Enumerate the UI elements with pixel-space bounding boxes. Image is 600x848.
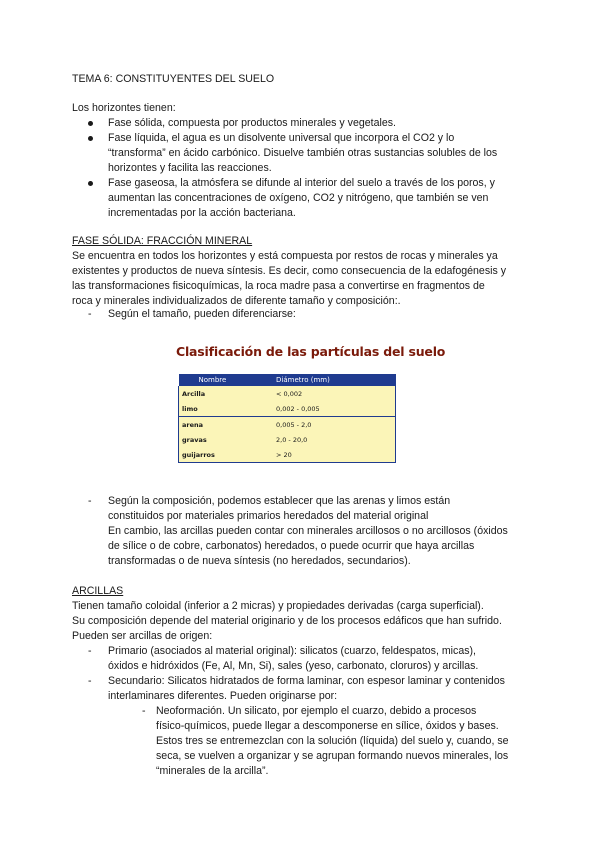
particle-table [178, 374, 396, 463]
dash-item-secundario: - Secundario: Silicatos hidratados de forma laminar, con espesor laminar y contenidos interlaminares diferentes. Pueden originarse por: [88, 675, 505, 702]
list-item: Fase sólida, compuesta por productos minerales y vegetales. [72, 116, 532, 131]
dash-item-tamano: - Según el tamaño, pueden diferenciarse: [88, 308, 296, 320]
bullet-icon [88, 121, 93, 126]
section2-paragraph: Tienen tamaño coloidal (inferior a 2 micras) y propiedades derivadas (carga superficial). Su composición depende del material originario y de los procesos edáficos que han sufrido. Pueden ser arcillas de origen: [72, 600, 502, 642]
list-item: Fase gaseosa, la atmósfera se difunde al interior del suelo a través de los poros, y aumentan las concentraciones de oxígeno, CO2 y nitrógeno, que también se ven incrementadas por la acción bacteriana. [72, 176, 532, 221]
sub-dash-item-neoformacion: - Neoformación. Un silicato, por ejemplo el cuarzo, debido a procesos físico-químicos, puede llegar a descomponerse en sílice, óxidos y bases. Estos tres se entremezclan con la solución (líquida) del suelo y, cuando, se seca, se vuelven a organizar y se agrupan formando nuevos minerales, los “minerales de la arcilla”. [142, 705, 509, 777]
section1-paragraph: Se encuentra en todos los horizontes y está compuesta por restos de rocas y minerales ya existentes y productos de nueva síntesis. Es decir, como consecuencia de la edafogénesis y las transformaciones fisicoquímicas, la roca madre pasa a convertirse en fragmentos de roca y minerales individualizados de diferente tamaño y composición:. [72, 250, 507, 307]
table-row: limo 0,002 - 0,005 [179, 401, 396, 417]
dash-item-composicion: - Según la composición, podemos establecer que las arenas y limos están constituidos por materiales primarios heredados del material original En cambio, las arcillas pueden contar con minerales arcillosos o no arcillosos (óxidos de sílice o de cobre, carbonatos) heredados, o puede ocurrir que haya arcillas transformadas o de nueva síntesis (no heredados, secundarios). [88, 495, 508, 567]
column-header-diameter: Diámetro (mm) [268, 374, 396, 386]
bullet-icon [88, 136, 93, 141]
table-row: gravas 2,0 - 20,0 [179, 432, 396, 447]
column-header-name: Nombre [179, 374, 269, 386]
phases-list [72, 116, 532, 221]
intro-text: Los horizontes tienen: [72, 102, 176, 114]
particle-classification-figure [172, 344, 446, 472]
bullet-icon [88, 181, 93, 186]
table-row: arena 0,005 - 2,0 [179, 417, 396, 433]
figure-title: Clasificación de las partículas del suelo [176, 344, 446, 359]
list-item: Fase líquida, el agua es un disolvente universal que incorpora el CO2 y lo “transforma” en ácido carbónico. Disuelve también otras sustancias solubles de los horizontes y facilita las reacciones. [72, 131, 532, 176]
dash-item-primario: - Primario (asociados al material original): silicatos (cuarzo, feldespatos, micas), óxidos e hidróxidos (Fe, Al, Mn, Si), sales (yeso, carbonato, cloruros) y arcillas. [88, 645, 479, 672]
page-title: TEMA 6: CONSTITUYENTES DEL SUELO [72, 73, 275, 85]
section-heading-fase-solida: FASE SÓLIDA: FRACCIÓN MINERAL [72, 235, 253, 247]
section-heading-arcillas: ARCILLAS [72, 585, 124, 597]
table-row: guijarros > 20 [179, 447, 396, 463]
table-row: Arcilla < 0,002 [179, 386, 396, 401]
